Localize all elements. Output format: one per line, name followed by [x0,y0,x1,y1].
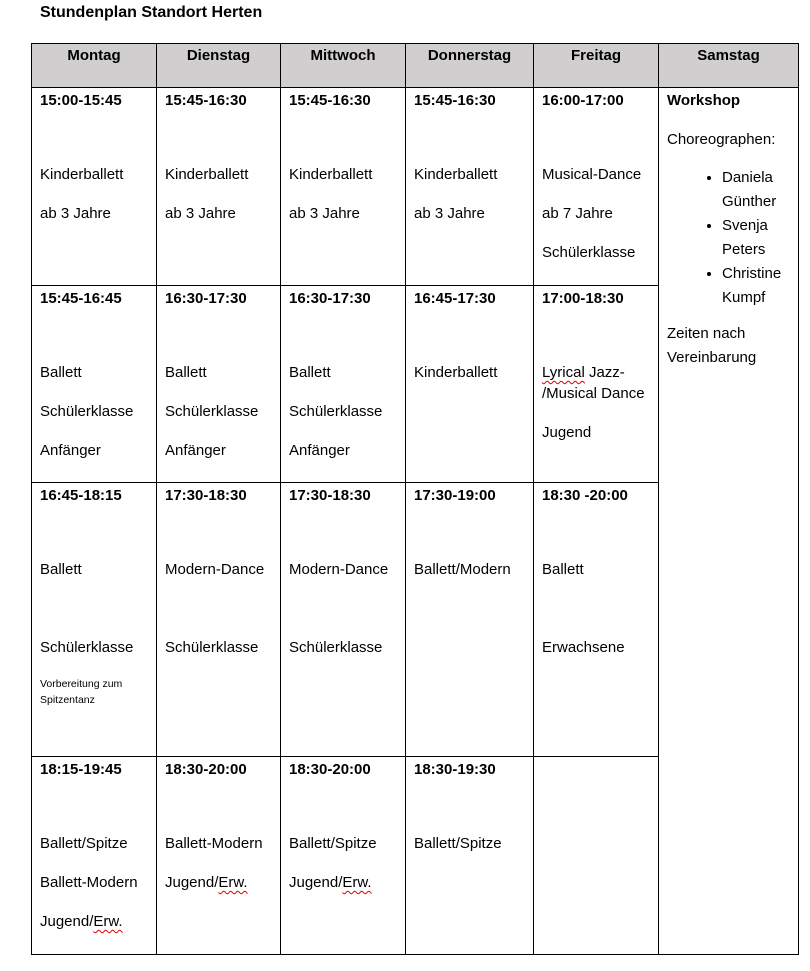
class-label: ab 7 Jahre [542,205,613,222]
class-label: Anfänger [289,442,350,459]
schedule-cell [406,483,534,757]
class-label: ab 3 Jahre [414,205,485,222]
class-label: ab 3 Jahre [289,205,360,222]
time-slot: 15:45-16:30 [165,92,247,109]
list-item: • Christine Kumpf [722,262,790,310]
class-label: Jugend [542,424,592,441]
class-label: Ballett/Spitze [40,835,128,852]
class-label: Jugend/Erw. [165,874,248,891]
class-label: Ballett/Modern [414,561,511,578]
class-label: Modern-Dance [289,561,389,578]
page-title: Stundenplan Standort Herten [40,4,263,21]
schedule-cell [281,483,406,757]
time-slot: 17:00-18:30 [542,290,624,307]
time-slot: 16:45-18:15 [40,487,122,504]
schedule-cell [406,88,534,286]
schedule-cell [281,757,406,955]
class-label: Ballett [289,364,331,381]
time-slot: 17:30-19:00 [414,487,496,504]
choreographer-list [667,166,790,310]
class-label: Kinderballett [414,166,498,183]
class-label: Ballett-Modern [165,835,263,852]
schedule-cell [281,286,406,483]
class-label: Schülerklasse [289,403,383,420]
class-label: Kinderballett [40,166,124,183]
time-slot: 16:00-17:00 [542,92,624,109]
schedule-cell [157,757,281,955]
class-label: Lyrical Jazz- [542,364,625,381]
schedule-cell [534,757,659,955]
time-slot: 15:45-16:45 [40,290,122,307]
class-label: Schülerklasse [40,639,134,656]
day-header-mittwoch: Mittwoch [281,44,406,88]
schedule-cell [32,286,157,483]
class-label: Jugend/Erw. [40,913,123,930]
time-slot: 18:30-19:30 [414,761,496,778]
schedule-cell [32,757,157,955]
class-label: Ballett/Spitze [289,835,377,852]
class-label: Kinderballett [289,166,373,183]
class-label: Ballett/Spitze [414,835,502,852]
schedule-cell [157,483,281,757]
workshop-heading: Workshop [667,92,741,109]
time-slot: 17:30-18:30 [289,487,371,504]
class-label: Anfänger [40,442,101,459]
time-slot: 18:30 -20:00 [542,487,628,504]
time-slot: 18:15-19:45 [40,761,122,778]
choreographers-label: Choreographen: [667,131,776,148]
list-item: • Svenja Peters [722,214,790,262]
class-label: Erwachsene [542,639,625,656]
class-label: Musical-Dance [542,166,642,183]
schedule-cell [32,88,157,286]
class-label: Jugend/Erw. [289,874,372,891]
time-slot: 15:00-15:45 [40,92,122,109]
day-header-montag: Montag [32,44,157,88]
schedule-cell [157,286,281,483]
class-label: Modern-Dance [165,561,265,578]
header-row [32,44,799,88]
class-label: Ballett [40,364,82,381]
class-label: Schülerklasse [40,403,134,420]
class-label: Kinderballett [165,166,249,183]
class-label: Schülerklasse [165,639,259,656]
class-label: ab 3 Jahre [165,205,236,222]
schedule-cell [281,88,406,286]
time-slot: 16:30-17:30 [289,290,371,307]
schedule-cell [534,286,659,483]
time-slot: 18:30-20:00 [289,761,371,778]
timetable [31,43,799,955]
class-label: /Musical Dance [542,385,645,402]
class-label: Anfänger [165,442,226,459]
day-header-donnerstag: Donnerstag [406,44,534,88]
class-label: Schülerklasse [165,403,259,420]
schedule-cell [534,483,659,757]
time-slot: 18:30-20:00 [165,761,247,778]
class-label: ab 3 Jahre [40,205,111,222]
class-note: Vorbereitung zum Spitzentanz [40,678,123,706]
time-slot: 17:30-18:30 [165,487,247,504]
class-label: Ballett [542,561,584,578]
class-label: Kinderballett [414,364,498,381]
day-header-freitag: Freitag [534,44,659,88]
schedule-cell [406,757,534,955]
list-item: • Daniela Günther [722,166,790,214]
day-header-samstag: Samstag [659,44,799,88]
class-label: Ballett-Modern [40,874,138,891]
time-slot: 15:45-16:30 [414,92,496,109]
time-slot: 15:45-16:30 [289,92,371,109]
schedule-cell [157,88,281,286]
day-header-dienstag: Dienstag [157,44,281,88]
saturday-cell [659,88,799,955]
time-slot: 16:30-17:30 [165,290,247,307]
times-note: Zeiten nach Vereinbarung [667,325,757,366]
schedule-cell [406,286,534,483]
class-label: Ballett [165,364,207,381]
class-label: Ballett [40,561,82,578]
class-label: Schülerklasse [289,639,383,656]
schedule-cell [32,483,157,757]
time-slot: 16:45-17:30 [414,290,496,307]
table-row [32,88,799,286]
schedule-cell [534,88,659,286]
class-label: Schülerklasse [542,244,636,261]
